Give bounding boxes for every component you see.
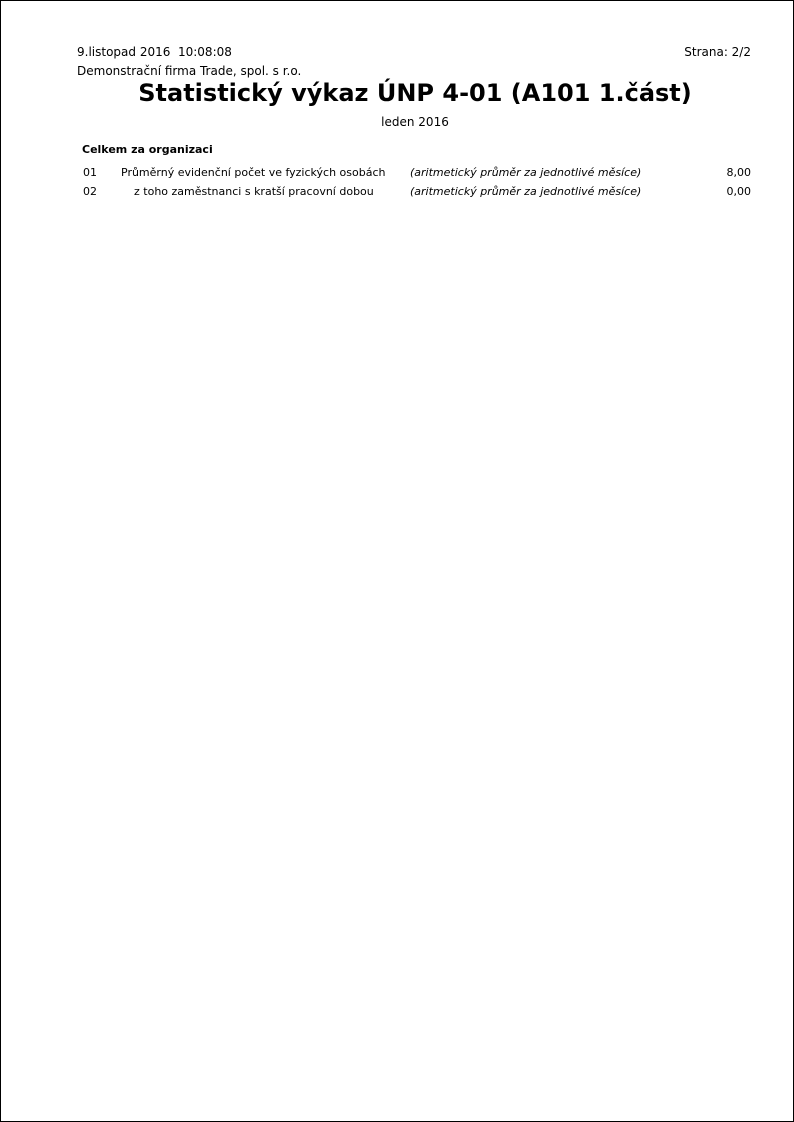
print-datetime: 9.listopad 2016 10:08:08 (77, 45, 232, 59)
section-title: Celkem za organizaci (82, 143, 213, 156)
row-value: 8,00 (726, 166, 751, 179)
page-number: Strana: 2/2 (684, 45, 751, 59)
row-label: Průměrný evidenční počet ve fyzických osobách (121, 166, 386, 179)
row-number: 01 (83, 166, 97, 179)
company-name: Demonstrační firma Trade, spol. s r.o. (77, 64, 302, 78)
row-note: (aritmetický průměr za jednotlivé měsíce) (410, 166, 642, 179)
row-label: z toho zaměstnanci s kratší pracovní dobou (134, 185, 374, 198)
report-row (1, 166, 793, 182)
report-title: Statistický výkaz ÚNP 4-01 (A101 1.část) (138, 79, 692, 107)
row-number: 02 (83, 185, 97, 198)
row-note: (aritmetický průměr za jednotlivé měsíce) (410, 185, 642, 198)
report-row (1, 185, 793, 201)
report-period: leden 2016 (381, 115, 449, 129)
row-value: 0,00 (726, 185, 751, 198)
